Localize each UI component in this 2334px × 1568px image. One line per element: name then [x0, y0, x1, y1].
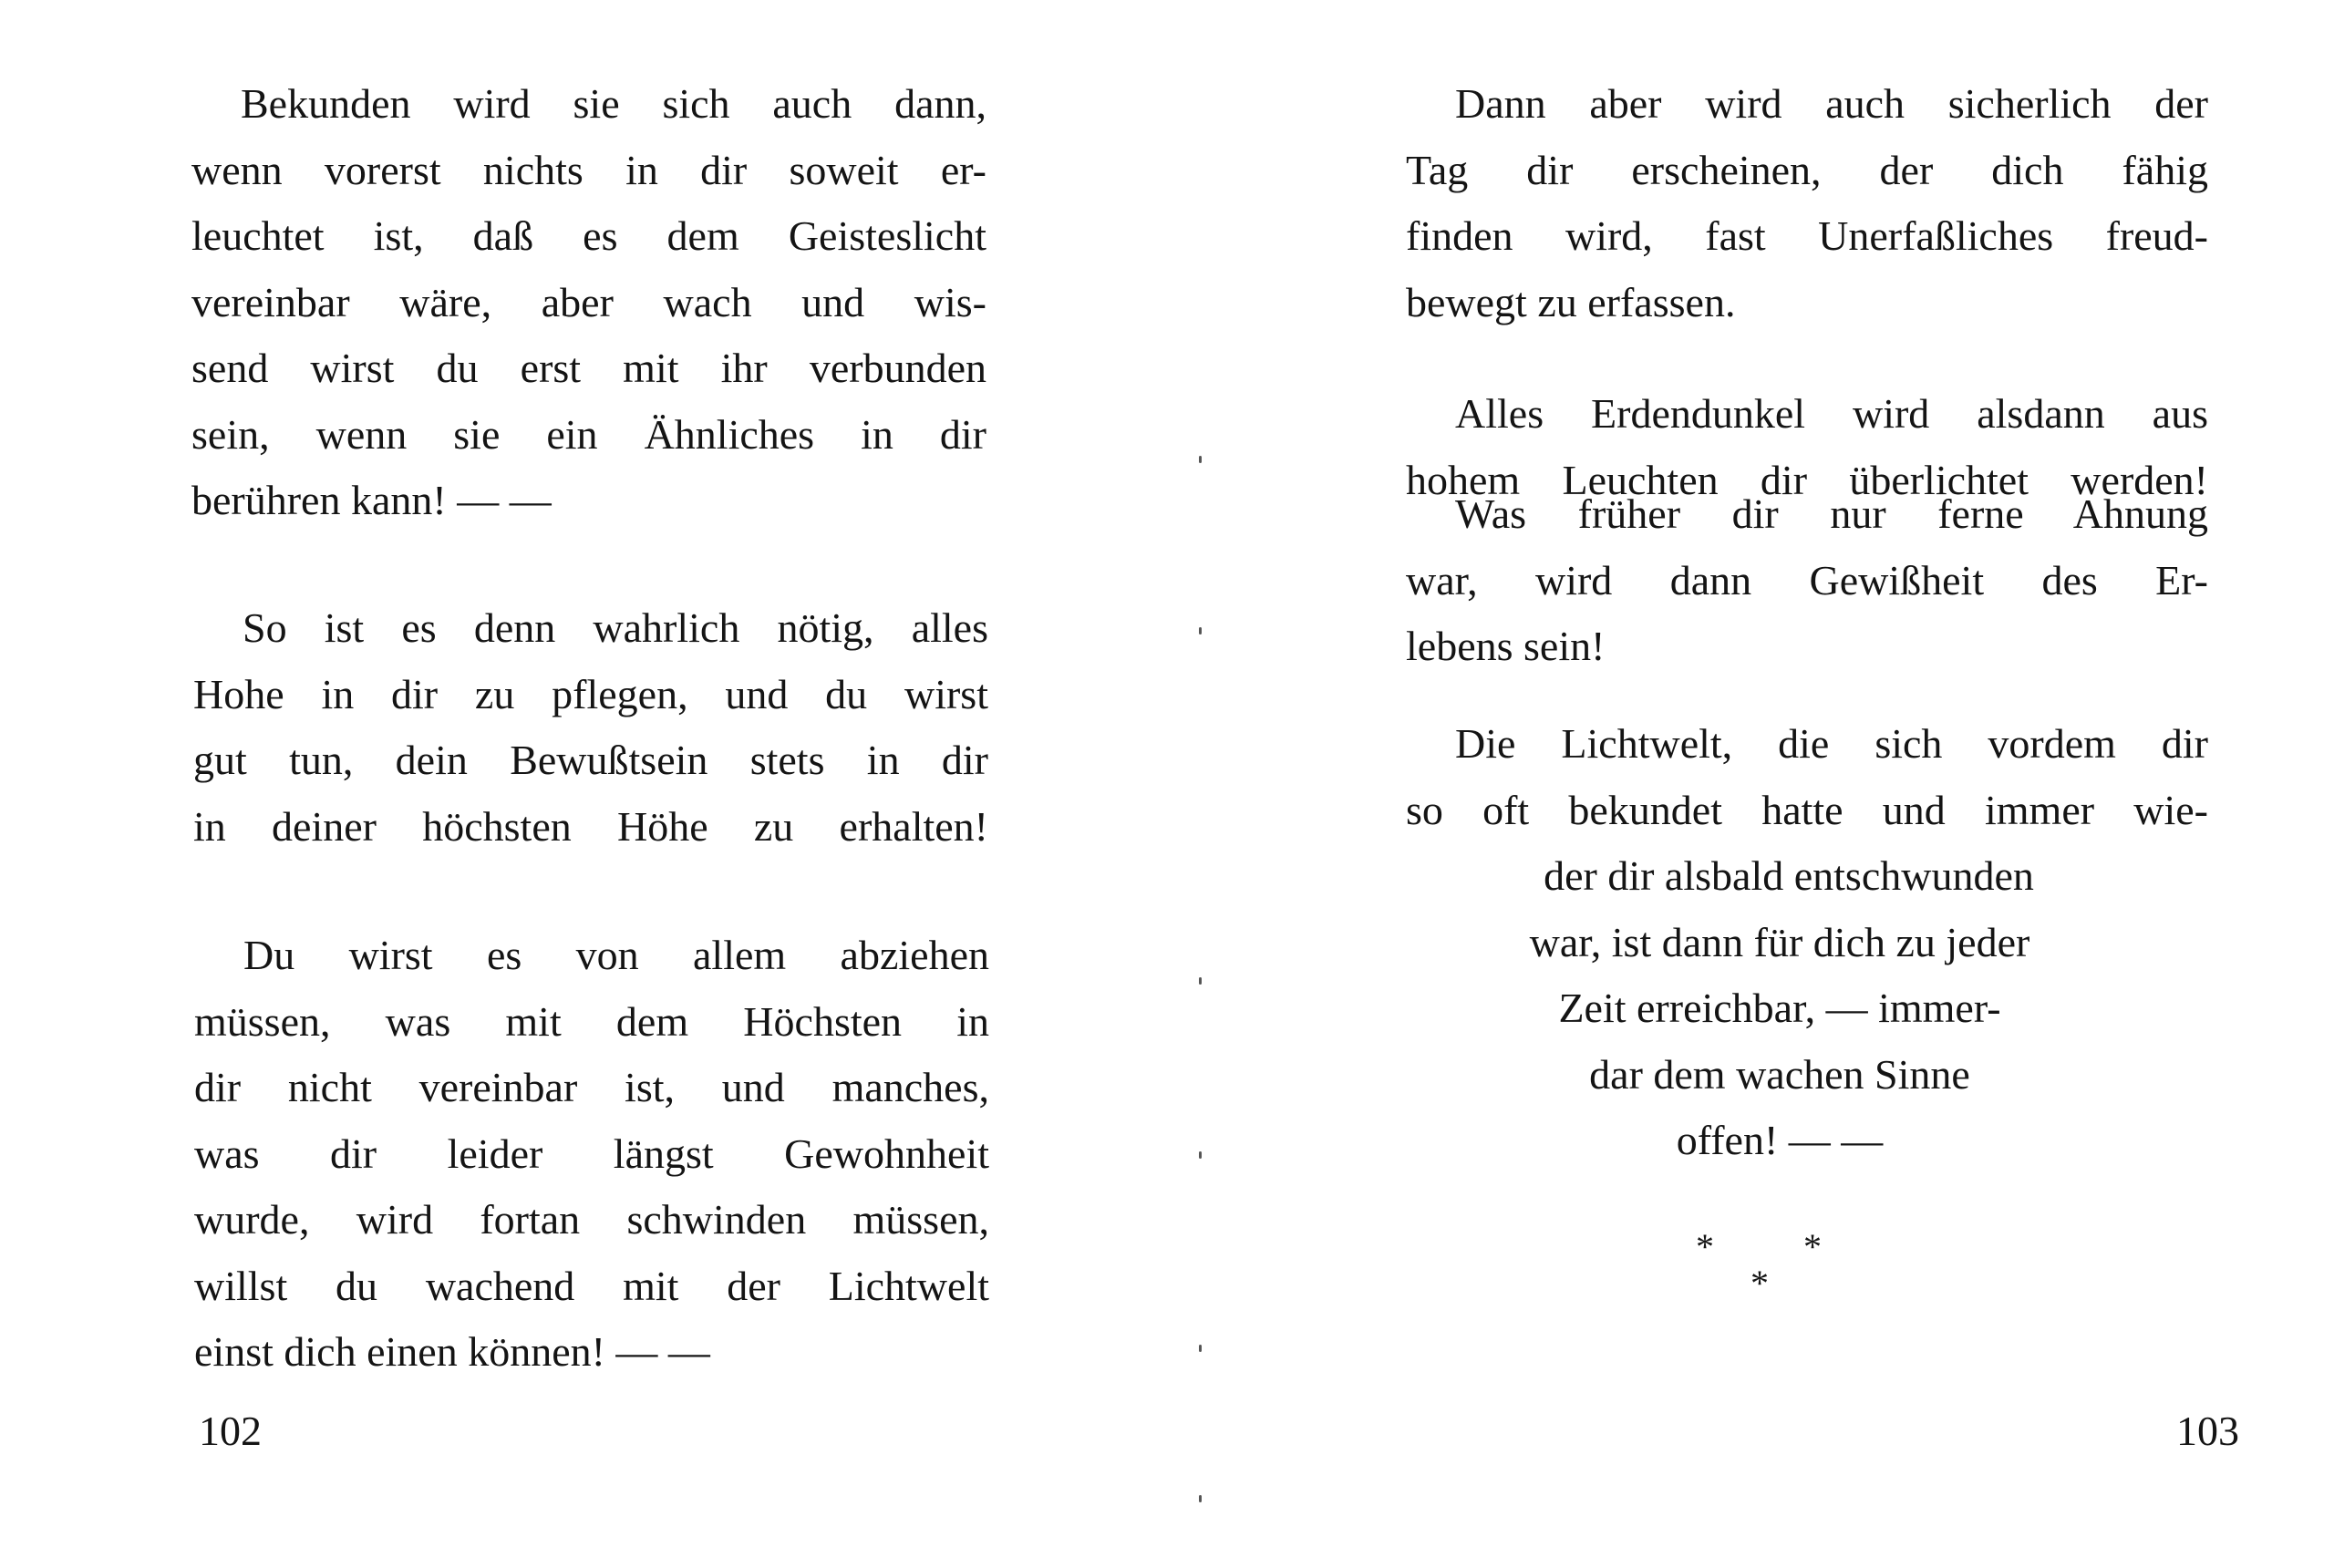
text-line: Bekunden wird sie sich auch dann, — [241, 80, 986, 127]
text-line: willst du wachend mit der Lichtwelt — [194, 1262, 989, 1309]
text-line: der dir alsbald entschwunden — [1544, 852, 2034, 899]
asterisk: * — [1696, 1226, 1714, 1267]
page-number-right: 103 — [2176, 1408, 2239, 1454]
right-paragraph-3 — [1406, 481, 2208, 680]
text-line: müssen, was mit dem Höchsten in — [194, 997, 989, 1045]
text-line: bewegt zu erfassen. — [1406, 278, 1736, 325]
text-line: einst dich einen können! — — — [194, 1328, 710, 1375]
text-line: war, wird dann Gewißheit des Er- — [1406, 556, 2208, 603]
text-line: vereinbar wäre, aber wach und wis- — [191, 278, 986, 325]
text-line: Tag dir erscheinen, der dich fähig — [1406, 146, 2208, 193]
text-line: berühren kann! — — — [191, 477, 552, 523]
right-paragraph-4 — [1406, 711, 2208, 1174]
text-line: offen! — — — [1676, 1117, 1884, 1163]
text-line: Alles Erdendunkel wird alsdann aus — [1455, 390, 2208, 437]
asterisk: * — [1750, 1263, 1769, 1304]
left-paragraph-3 — [194, 923, 989, 1386]
left-paragraph-2 — [193, 595, 988, 860]
text-line: Dann aber wird auch sicherlich der — [1455, 80, 2208, 127]
text-line: sein, wenn sie ein Ähnliches in dir — [191, 410, 986, 458]
right-page — [1167, 0, 2334, 1568]
text-line: in deiner höchsten Höhe zu erhalten! — [193, 802, 988, 850]
text-line: Du wirst es von allem abziehen — [243, 932, 989, 978]
text-line: lebens sein! — [1406, 623, 1606, 669]
text-line: hohem Leuchten dir überlichtet werden! — [1406, 456, 2208, 503]
asterisk: * — [1803, 1226, 1822, 1267]
left-paragraph-1 — [191, 71, 986, 534]
asterism-ornament — [1696, 1226, 1878, 1311]
text-line: so oft bekundet hatte und immer wie- — [1406, 786, 2208, 833]
text-line: send wirst du erst mit ihr verbunden — [191, 345, 986, 391]
text-line: was dir leider längst Gewohnheit — [194, 1130, 989, 1177]
right-paragraph-1 — [1406, 71, 2208, 335]
text-line: Zeit erreichbar, — immer- — [1558, 985, 2001, 1031]
text-line: Hohe in dir zu pflegen, und du wirst — [193, 670, 988, 717]
text-line: wurde, wird fortan schwinden müssen, — [194, 1196, 989, 1243]
text-line: gut tun, dein Bewußtsein stets in dir — [193, 737, 988, 783]
page-number-left: 102 — [199, 1408, 262, 1454]
text-line: dar dem wachen Sinne — [1589, 1050, 1970, 1098]
text-line: finden wird, fast Unerfaßliches freud- — [1406, 212, 2208, 259]
text-line: So ist es denn wahrlich nötig, alles — [243, 604, 988, 651]
text-line: Was früher dir nur ferne Ahnung — [1455, 490, 2208, 537]
text-line: dir nicht vereinbar ist, und manches, — [194, 1064, 989, 1110]
text-line: Die Lichtwelt, die sich vordem dir — [1455, 720, 2208, 767]
text-line: wenn vorerst nichts in dir soweit er- — [191, 146, 986, 193]
text-line: leuchtet ist, daß es dem Geisteslicht — [191, 212, 986, 259]
text-line: war, ist dann für dich zu jeder — [1529, 918, 2030, 965]
